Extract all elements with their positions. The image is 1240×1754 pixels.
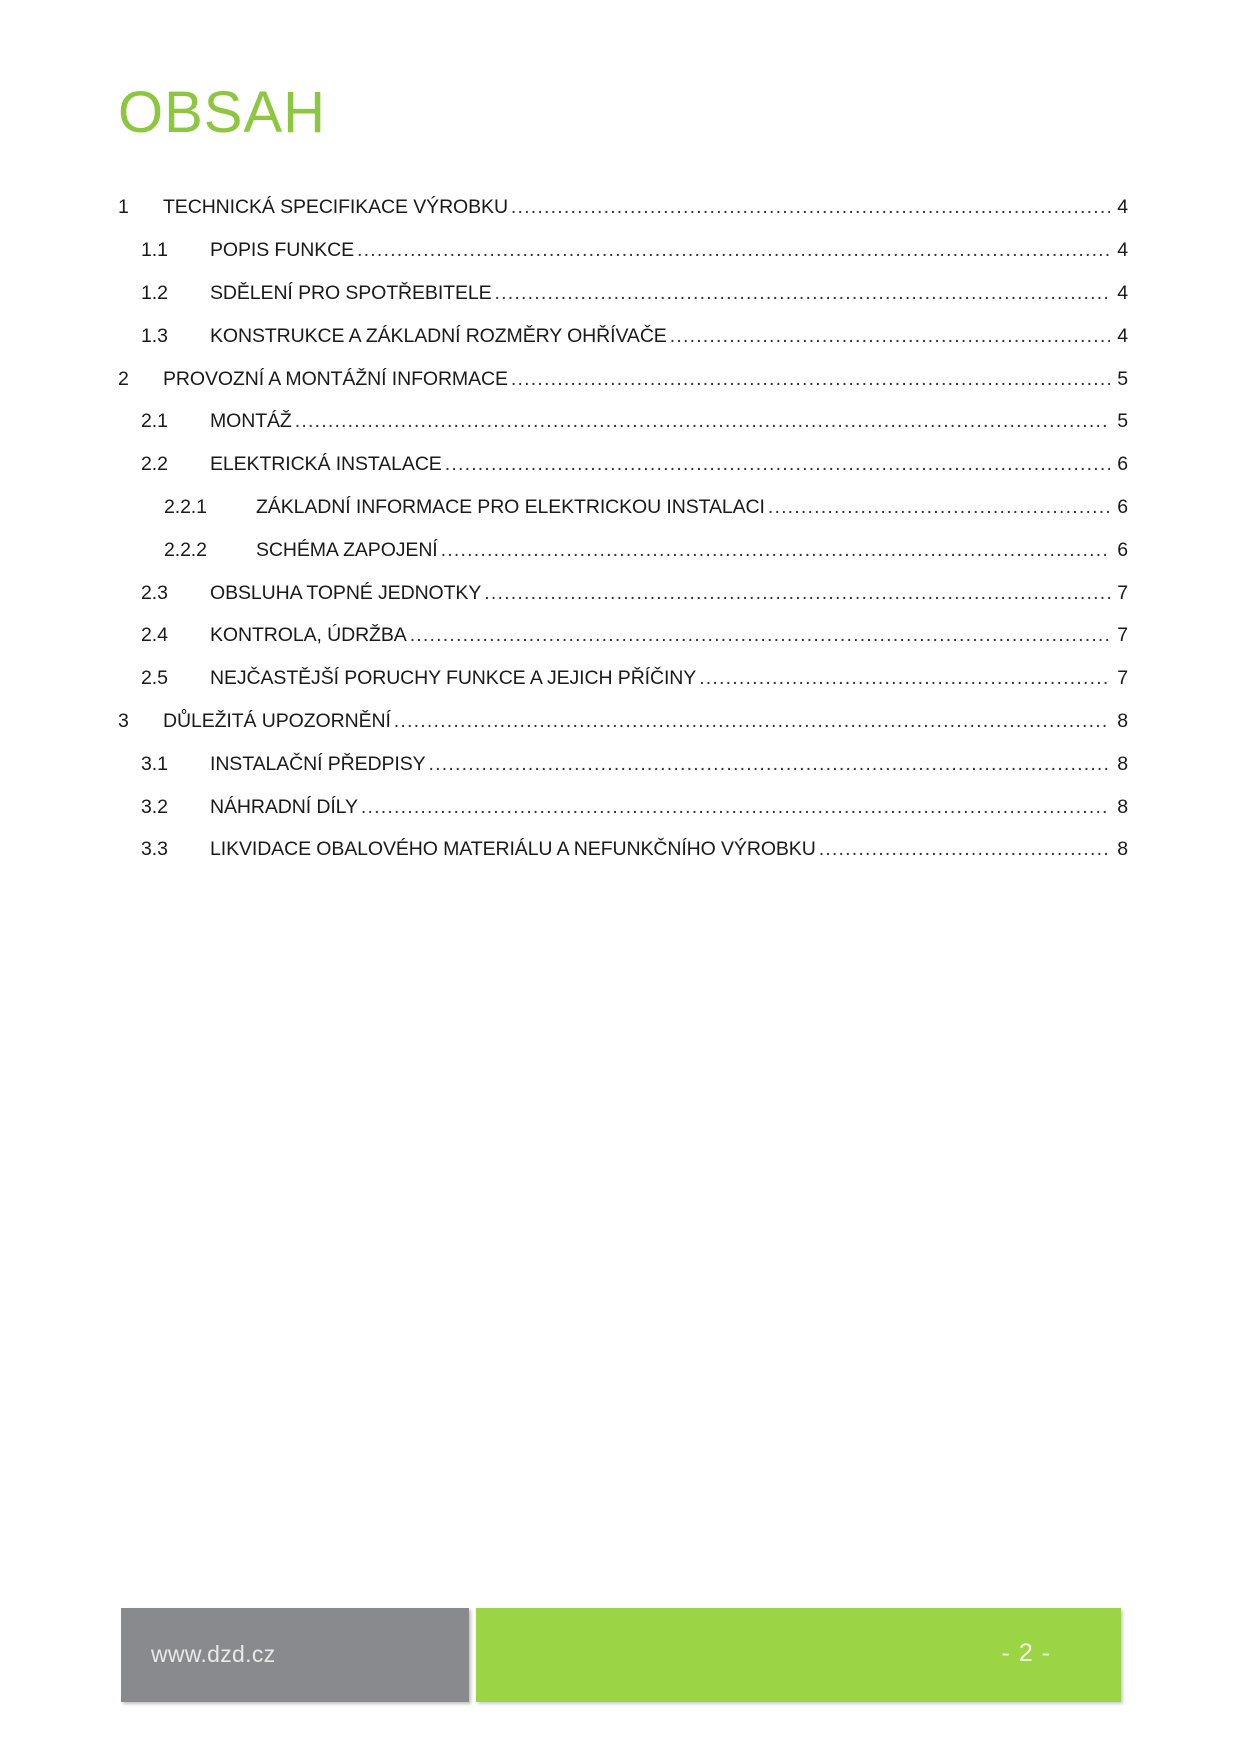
toc-entry-2-2-1[interactable] (118, 486, 1128, 529)
toc-entry-number: 3.2 (141, 795, 168, 818)
toc-entry-page: 7 (1117, 581, 1128, 604)
page-title: OBSAH (118, 80, 327, 145)
toc-entry-page: 6 (1117, 453, 1128, 476)
toc-entry-page: 4 (1117, 324, 1128, 347)
toc-entry-title: NÁHRADNÍ DÍLY (210, 795, 358, 818)
toc-leader-dots (394, 709, 1110, 733)
toc-entry-page: 5 (1117, 410, 1128, 433)
toc-entry-title: TECHNICKÁ SPECIFIKACE VÝROBKU (163, 196, 508, 219)
toc-entry-title: PROVOZNÍ A MONTÁŽNÍ INFORMACE (163, 367, 508, 390)
toc-entry-title: ELEKTRICKÁ INSTALACE (210, 453, 442, 476)
toc-entry-page: 6 (1117, 495, 1128, 518)
toc-leader-dots (410, 623, 1110, 647)
toc-entry-page: 6 (1117, 538, 1128, 561)
toc-entry-1-1[interactable] (118, 229, 1128, 272)
footer-website-link[interactable]: www.dzd.cz (151, 1641, 276, 1667)
toc-entry-page: 5 (1117, 367, 1128, 390)
toc-entry-title: SDĚLENÍ PRO SPOTŘEBITELE (210, 281, 492, 304)
toc-entry-2-3[interactable] (118, 571, 1128, 614)
toc-entry-2-5[interactable] (118, 657, 1128, 700)
toc-leader-dots (484, 581, 1110, 605)
toc-entry-3-2[interactable] (118, 785, 1128, 828)
toc-entry-title: KONTROLA, ÚDRŽBA (210, 624, 407, 647)
toc-entry-page: 8 (1117, 709, 1128, 732)
footer-page-number: - 2 - (1001, 1639, 1051, 1667)
toc-entry-3-1[interactable] (118, 742, 1128, 785)
toc-entry-number: 2.1 (141, 410, 168, 433)
toc-entry-page: 7 (1117, 624, 1128, 647)
toc-entry-1-2[interactable] (118, 272, 1128, 315)
toc-leader-dots (429, 752, 1110, 776)
toc-entry-title: SCHÉMA ZAPOJENÍ (256, 538, 438, 561)
toc-entry-1-3[interactable] (118, 314, 1128, 357)
toc-leader-dots (768, 495, 1110, 519)
toc-entry-2-2[interactable] (118, 443, 1128, 486)
toc-entry-page: 8 (1117, 795, 1128, 818)
toc-entry-1[interactable] (118, 186, 1128, 229)
toc-entry-title: KONSTRUKCE A ZÁKLADNÍ ROZMĚRY OHŘÍVAČE (210, 324, 667, 347)
toc-leader-dots (445, 452, 1110, 476)
toc-entry-number: 2.2.1 (164, 495, 207, 518)
toc-leader-dots (357, 238, 1110, 262)
footer-url-block (121, 1608, 469, 1702)
toc-entry-page: 7 (1117, 667, 1128, 690)
toc-entry-number: 2 (118, 367, 129, 390)
toc-entry-3[interactable] (118, 700, 1128, 743)
footer-page-block (476, 1608, 1121, 1702)
toc-leader-dots (511, 367, 1110, 391)
toc-entry-title: LIKVIDACE OBALOVÉHO MATERIÁLU A NEFUNKČNÍHO VÝROBKU (210, 838, 816, 861)
toc-entry-2-4[interactable] (118, 614, 1128, 657)
toc-leader-dots (495, 281, 1110, 305)
toc-entry-number: 2.4 (141, 624, 168, 647)
toc-entry-number: 2.2.2 (164, 538, 207, 561)
toc-entry-number: 3.3 (141, 838, 168, 861)
toc-entry-number: 2.3 (141, 581, 168, 604)
toc-entry-title: OBSLUHA TOPNÉ JEDNOTKY (210, 581, 482, 604)
page-footer (121, 1608, 1121, 1702)
toc-leader-dots (511, 195, 1110, 219)
toc-leader-dots (361, 795, 1110, 819)
toc-entry-number: 3 (118, 709, 129, 732)
toc-entry-number: 1.3 (141, 324, 168, 347)
toc-entry-3-3[interactable] (118, 828, 1128, 871)
toc-leader-dots (819, 837, 1110, 861)
toc-entry-title: MONTÁŽ (210, 410, 292, 433)
toc-leader-dots (441, 538, 1110, 562)
toc-entry-page: 4 (1117, 239, 1128, 262)
toc-leader-dots (295, 409, 1110, 433)
toc-entry-title: INSTALAČNÍ PŘEDPISY (210, 752, 426, 775)
toc-entry-title: NEJČASTĚJŠÍ PORUCHY FUNKCE A JEJICH PŘÍČINY (210, 667, 697, 690)
toc-entry-number: 2.2 (141, 453, 168, 476)
toc-entry-title: POPIS FUNKCE (210, 239, 354, 262)
toc-entry-number: 3.1 (141, 752, 168, 775)
toc-entry-title: ZÁKLADNÍ INFORMACE PRO ELEKTRICKOU INSTALACI (256, 495, 765, 518)
toc-entry-page: 4 (1117, 196, 1128, 219)
toc-entry-2-2-2[interactable] (118, 528, 1128, 571)
toc-entry-number: 1 (118, 196, 129, 219)
toc-entry-number: 2.5 (141, 667, 168, 690)
toc-entry-title: DŮLEŽITÁ UPOZORNĚNÍ (163, 709, 391, 732)
toc-leader-dots (670, 324, 1110, 348)
toc-entry-page: 4 (1117, 281, 1128, 304)
toc-leader-dots (699, 666, 1110, 690)
toc-entry-2-1[interactable] (118, 400, 1128, 443)
toc-entry-number: 1.2 (141, 281, 168, 304)
table-of-contents (118, 186, 1128, 871)
toc-entry-page: 8 (1117, 838, 1128, 861)
toc-entry-2[interactable] (118, 357, 1128, 400)
toc-entry-number: 1.1 (141, 239, 168, 262)
toc-entry-page: 8 (1117, 752, 1128, 775)
